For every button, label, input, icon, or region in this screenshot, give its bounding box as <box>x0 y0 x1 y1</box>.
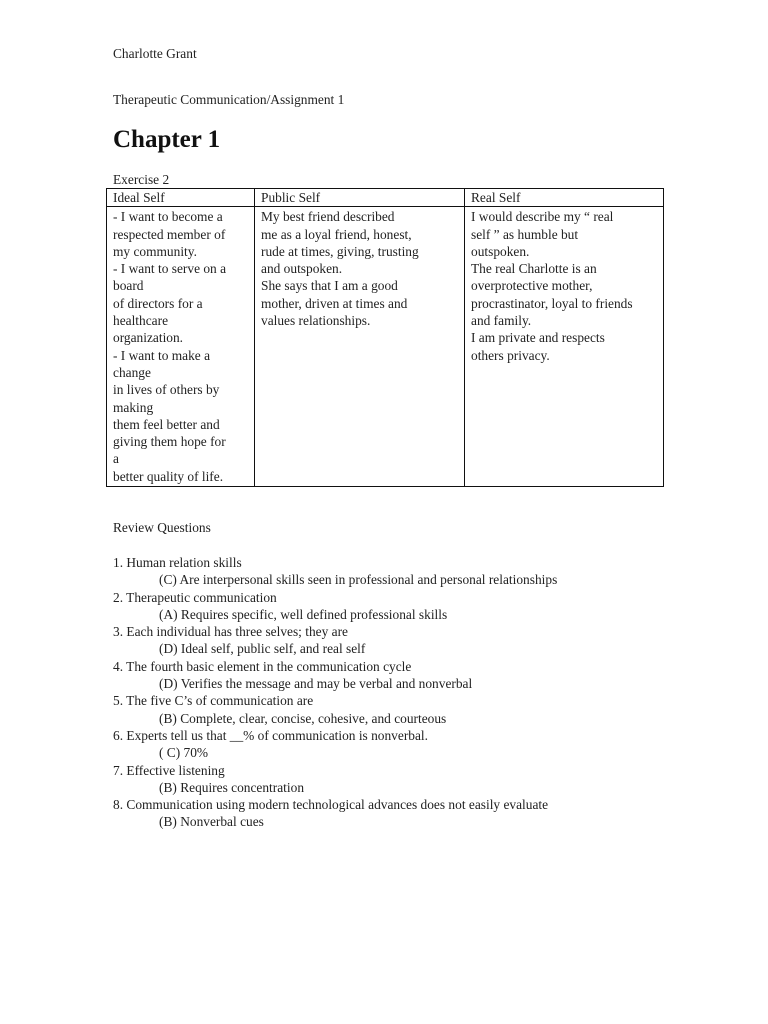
cell-line: - I want to become a <box>113 209 223 225</box>
question-8: 8. Communication using modern technological advances does not easily evaluate <box>113 797 549 813</box>
cell-line: my community. <box>113 243 197 259</box>
question-6: 6. Experts tell us that __% of communication is nonverbal. <box>113 727 428 743</box>
cell-line: - I want to serve on a <box>113 261 227 277</box>
question-2: 2. Therapeutic communication <box>113 589 277 605</box>
cell-line: giving them hope for <box>113 434 226 450</box>
review-questions-heading: Review Questions <box>113 520 211 535</box>
table-header-row <box>107 189 664 207</box>
header-public-self: Public Self <box>255 189 465 207</box>
cell-line: board <box>113 278 144 294</box>
question-1: 1. Human relation skills <box>113 555 242 570</box>
cell-line: me as a loyal friend, honest, <box>261 226 412 242</box>
header-ideal-self: Ideal Self <box>107 189 255 207</box>
cell-line: others privacy. <box>471 347 550 363</box>
cell-line: them feel better and <box>113 416 220 432</box>
review-questions-list <box>113 554 557 831</box>
cell-line: procrastinator, loyal to friends <box>471 295 633 311</box>
chapter-title: Chapter 1 <box>113 126 221 153</box>
question-5: 5. The five C’s of communication are <box>113 693 314 709</box>
answer-8: (B) Nonverbal cues <box>159 814 264 830</box>
cell-line: respected member of <box>113 226 226 242</box>
author-name: Charlotte Grant <box>113 46 197 61</box>
answer-4: (D) Verifies the message and may be verbal and nonverbal <box>159 676 473 692</box>
cell-line: and outspoken. <box>261 261 343 277</box>
cell-line: organization. <box>113 330 184 346</box>
assignment-subtitle: Therapeutic Communication/Assignment 1 <box>113 92 345 107</box>
cell-line: My best friend described <box>261 209 395 225</box>
cell-line: mother, driven at times and <box>261 295 408 311</box>
cell-line: change <box>113 364 151 380</box>
cell-line: in lives of others by <box>113 382 220 398</box>
question-3: 3. Each individual has three selves; they are <box>113 624 348 640</box>
question-7: 7. Effective listening <box>113 762 225 778</box>
self-comparison-table <box>106 188 664 487</box>
cell-line: overprotective mother, <box>471 278 593 294</box>
cell-line: a <box>113 451 119 467</box>
cell-line: She says that I am a good <box>261 278 398 294</box>
answer-2: (A) Requires specific, well defined professional skills <box>159 606 448 622</box>
exercise-label: Exercise 2 <box>113 172 170 187</box>
cell-line: rude at times, giving, trusting <box>261 243 419 259</box>
question-4: 4. The fourth basic element in the communication cycle <box>113 658 412 674</box>
cell-line: outspoken. <box>471 243 530 259</box>
cell-line: of directors for a <box>113 295 203 311</box>
cell-line: The real Charlotte is an <box>471 261 597 277</box>
cell-line: and family. <box>471 313 532 329</box>
answer-7: (B) Requires concentration <box>159 779 305 795</box>
cell-line: making <box>113 399 154 415</box>
ideal-self-cell <box>107 207 255 487</box>
answer-1: (C) Are interpersonal skills seen in professional and personal relationships <box>159 572 558 588</box>
cell-line: values relationships. <box>261 313 371 329</box>
cell-line: self ” as humble but <box>471 226 579 242</box>
cell-line: I would describe my “ real <box>471 209 614 225</box>
cell-line: better quality of life. <box>113 468 224 484</box>
answer-5: (B) Complete, clear, concise, cohesive, and courteous <box>159 710 447 726</box>
header-real-self: Real Self <box>465 189 664 207</box>
cell-line: healthcare <box>113 313 169 329</box>
public-self-cell <box>255 207 465 487</box>
cell-line: - I want to make a <box>113 347 211 363</box>
answer-3: (D) Ideal self, public self, and real self <box>159 641 366 657</box>
answer-6: ( C) 70% <box>159 745 209 761</box>
real-self-cell <box>465 207 664 487</box>
table-row <box>107 207 664 487</box>
cell-line: I am private and respects <box>471 330 605 346</box>
